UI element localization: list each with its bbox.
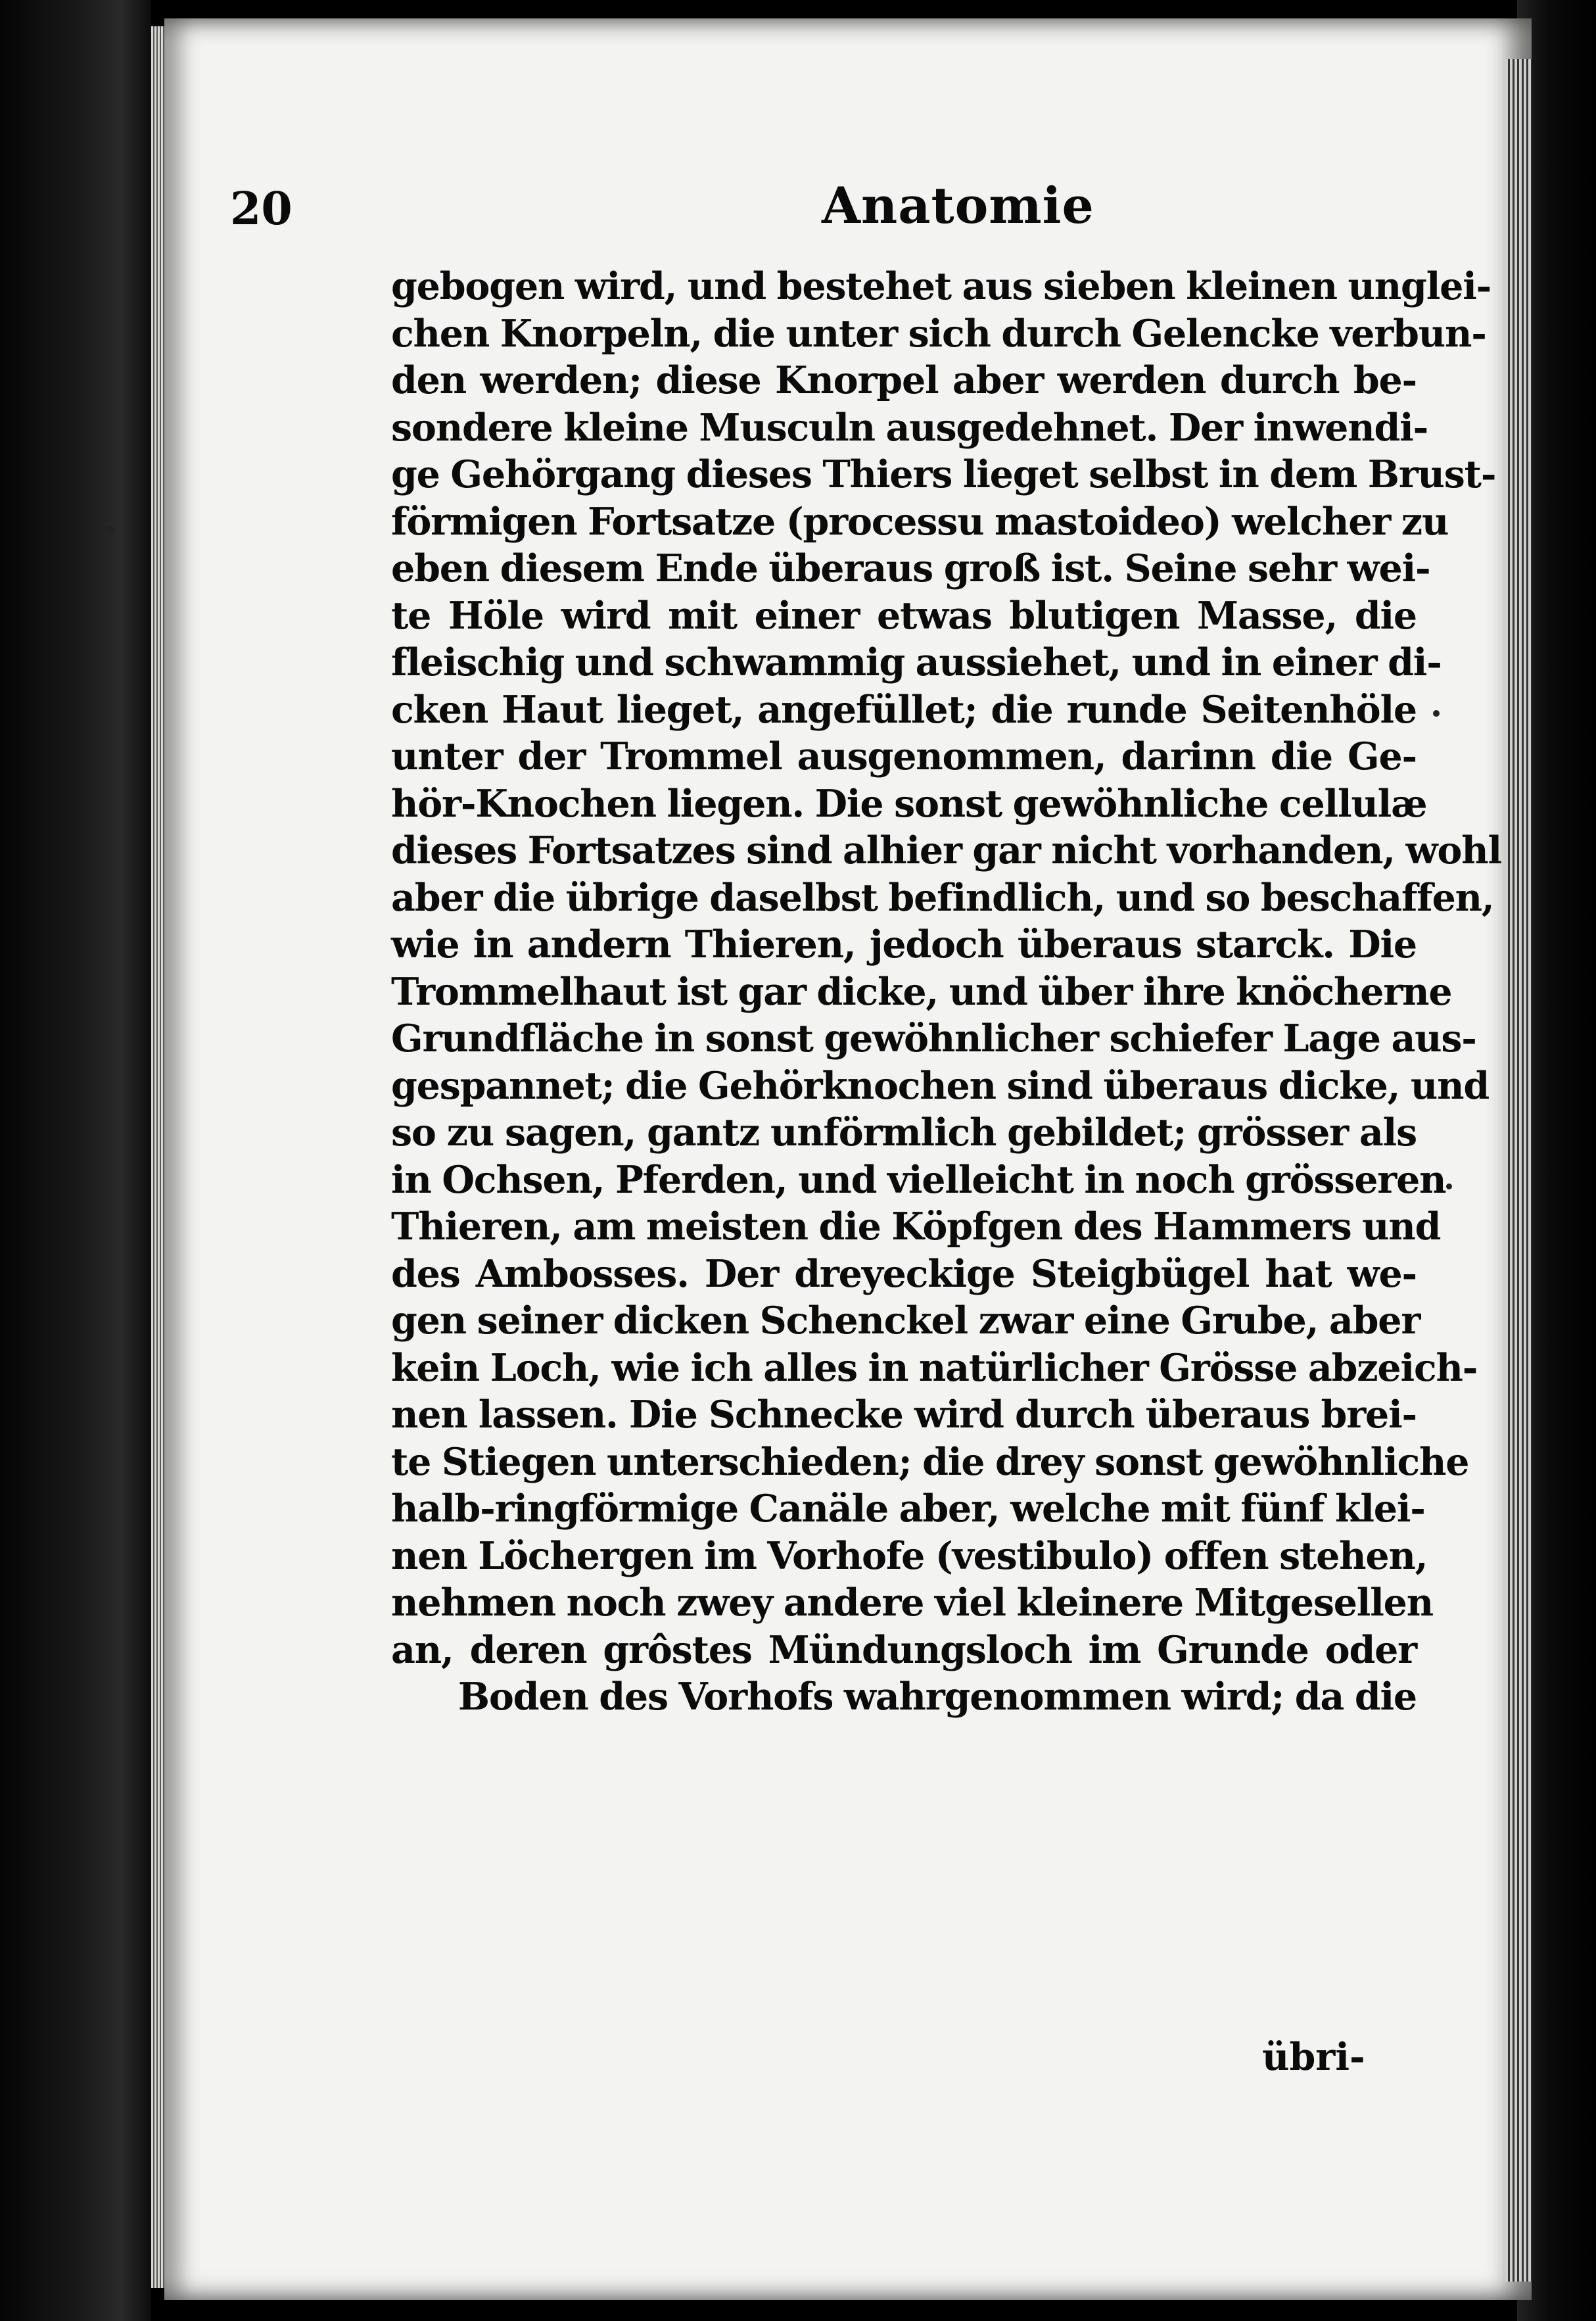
text-line: kein Loch, wie ich alles in natürlicher Grösse abzeich-	[391, 1345, 1478, 1390]
text-line: gespannet; die Gehörknochen sind überaus dicke, und	[391, 1063, 1490, 1108]
scan-border-left	[0, 0, 151, 2321]
text-line: so zu sagen, gantz unförmlich gebildet; grösser als	[391, 1111, 1417, 1155]
text-line: dieses Fortsatzes sind alhier gar nicht vorhanden, wohl	[391, 828, 1501, 873]
text-line: cken Haut lieget, angefüllet; die runde Seitenhöle	[391, 687, 1417, 732]
text-line: wie in andern Thieren, jedoch überaus starck. Die	[391, 922, 1417, 967]
text-line: unter der Trommel ausgenommen, darinn die Ge-	[391, 734, 1417, 778]
text-line: den werden; diese Knorpel aber werden durch be-	[391, 358, 1417, 402]
text-line: an, deren grôstes Mündungsloch im Grunde oder	[391, 1627, 1417, 1672]
body-text	[391, 263, 1501, 1721]
text-line: sondere kleine Musculn ausgedehnet. Der inwendi-	[391, 405, 1428, 450]
scan-speck	[105, 526, 114, 535]
scan-speck	[1446, 1184, 1452, 1189]
text-line: des Ambosses. Der dreyeckige Steigbügel hat we-	[391, 1251, 1417, 1296]
text-line: nehmen noch zwey andere viel kleinere Mitgesellen	[391, 1581, 1433, 1625]
running-head: Anatomie	[822, 176, 1094, 235]
text-line: ge Gehörgang dieses Thiers lieget selbst in dem Brust-	[391, 452, 1496, 496]
text-line: eben diesem Ende überaus groß ist. Seine sehr wei-	[391, 546, 1430, 590]
text-line: Grundfläche in sonst gewöhnlicher schiefer Lage aus-	[391, 1017, 1476, 1061]
text-line: nen Löchergen im Vorhofe (vestibulo) offen stehen,	[391, 1533, 1428, 1578]
text-line: nen lassen. Die Schnecke wird durch überaus brei-	[391, 1393, 1417, 1437]
text-line: te Stiegen unterschieden; die drey sonst gewöhnliche	[391, 1439, 1469, 1484]
page-edges-right	[1505, 59, 1532, 2282]
text-line: chen Knorpeln, die unter sich durch Gelencke verbun-	[391, 311, 1486, 356]
text-line: gen seiner dicken Schenckel zwar eine Grube, aber	[391, 1299, 1420, 1343]
text-line: in Ochsen, Pferden, und vielleicht in noch grösseren	[391, 1157, 1446, 1202]
text-line: Thieren, am meisten die Köpfgen des Hammers und	[391, 1205, 1441, 1249]
text-line: Boden des Vorhofs wahrgenommen wird; da die	[458, 1675, 1417, 1719]
page-header	[230, 176, 1433, 249]
catchword: übri-	[1262, 2035, 1365, 2079]
text-line: aber die übrige daselbst befindlich, und so beschaffen,	[391, 875, 1494, 920]
scan-speck	[1433, 710, 1440, 717]
text-line: gebogen wird, und bestehet aus sieben kleinen unglei-	[391, 264, 1491, 308]
page-edges-left	[151, 26, 166, 2288]
text-line: förmigen Fortsatze (processu mastoideo) welcher zu	[391, 499, 1449, 544]
text-line: te Höle wird mit einer etwas blutigen Masse, die	[391, 593, 1417, 638]
text-line: halb-ringförmige Canäle aber, welche mit fünf klei-	[391, 1487, 1425, 1531]
page-number: 20	[230, 183, 293, 235]
text-line: hör-Knochen liegen. Die sonst gewöhnliche cellulæ	[391, 781, 1427, 826]
text-line: fleischig und schwammig aussiehet, und in einer di-	[391, 640, 1442, 684]
text-line: Trommelhaut ist gar dicke, und über ihre knöcherne	[391, 969, 1452, 1014]
